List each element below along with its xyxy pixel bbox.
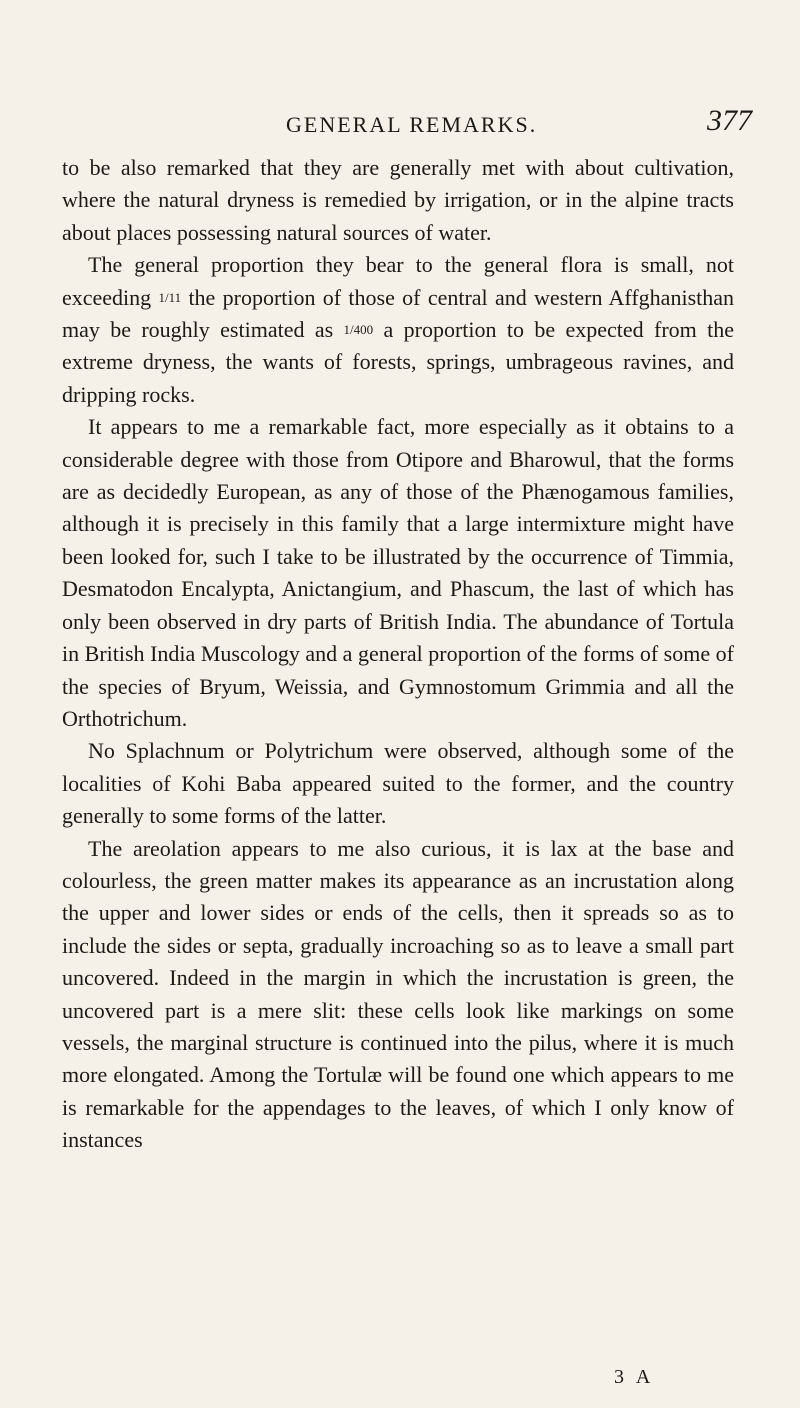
paragraph-5: The areolation appears to me also curious, it is lax at the base and colourless, the green matter makes its appearance as an incrustation along the upper and lower sides or ends of the cells, then it spreads so as to include the sides or septa, gradually incroaching so as to leave a small part uncovered. Indeed in the margin in which the incrustation is green, the uncovered part is a mere slit: these cells look like markings on some vessels, the marginal structure is continued into the pilus, where it is much more elongated. Among the Tortulæ will be found one which appears to me is remarkable for the appendages to the leaves, of which I only know of instances: [62, 835, 734, 1153]
paragraph-2-part-b: the proportion of those of central and western Affghanisthan may be roughly estimated as: [62, 284, 735, 343]
paragraph-3: It appears to me a remarkable fact, more especially as it obtains to a considerable degree with those from Otipore and Bharowul, that the forms are as decidedly European, as any of those of the Phænogamous families, although it is precisely in this family that a large intermixture might have been looked for, such I take to be illustrated by the occurrence of Timmia, Desmatodon Encalypta, Anictangium, and Phascum, the last of which has only been observed in dry parts of British India. The abundance of Tortula in British India Muscology and a general proportion of the forms of some of the species of Bryum, Weissia, and Gymnostomum Grimmia and all the Orthotrichum.: [62, 414, 734, 731]
fraction-one-eleventh: 1/11: [158, 289, 182, 305]
paragraph-4: No Splachnum or Polytrichum were observed, although some of the localities of Kohi Baba appeared suited to the former, and the country generally to some forms of the latter.: [62, 738, 734, 829]
paragraph-2: [62, 249, 734, 411]
page-number: 377: [707, 104, 752, 137]
paragraph-1: to be also remarked that they are generally met with about cultivation, where the natural dryness is remedied by irrigation, or in the alpine tracts about places possessing natural sources of water.: [62, 155, 734, 245]
fraction-one-four-hundredth: 1/400: [343, 322, 374, 338]
body-text: [62, 152, 734, 1157]
paragraph-2-part-c: a proportion to be expected from the extreme dryness, the wants of forests, springs, umbrageous ravines, and dripping rocks.: [62, 317, 734, 407]
running-head: GENERAL REMARKS.: [286, 112, 538, 137]
signature-mark: 3 A: [614, 1366, 655, 1388]
paragraph-2-part-a: The general proportion they bear to the general flora is small, not exceeding: [62, 252, 734, 310]
